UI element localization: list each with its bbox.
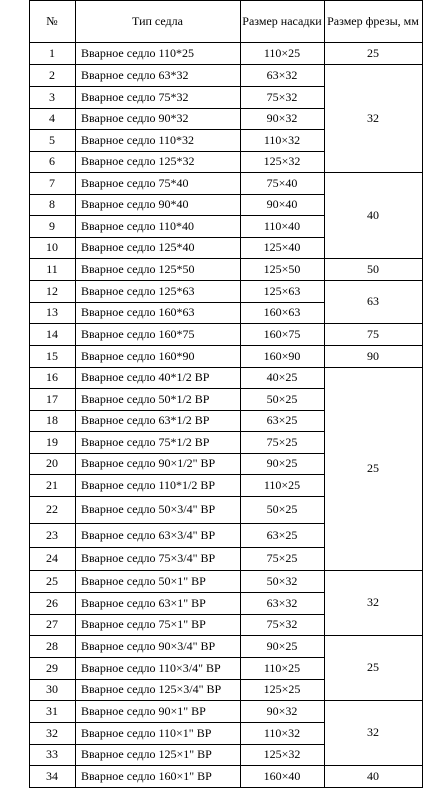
row-saddle-type: Вварное седло 125*63 — [81, 283, 195, 298]
row-divider — [29, 302, 324, 303]
row-nozzle-size: 110×40 — [263, 218, 301, 233]
row-divider — [29, 258, 324, 259]
row-nozzle-size: 110×25 — [263, 660, 301, 675]
row-number: 5 — [49, 132, 55, 147]
header-saddle-type: Тип седла — [132, 13, 183, 28]
row-saddle-type: Вварное седло 50×1" ВР — [81, 573, 206, 588]
row-number: 3 — [49, 89, 55, 104]
row-divider — [29, 700, 324, 701]
row-number: 34 — [46, 768, 58, 783]
cutter-size-group: 40 — [367, 768, 379, 783]
column-divider — [422, 0, 423, 788]
row-divider — [29, 129, 324, 130]
row-saddle-type: Вварное седло 90×1/2" ВР — [81, 456, 216, 470]
row-saddle-type: Вварное седло 125×3/4" ВР — [81, 682, 222, 696]
cutter-group-divider — [324, 345, 422, 346]
row-divider — [29, 42, 324, 43]
row-divider — [29, 215, 324, 216]
row-divider — [29, 64, 324, 65]
row-saddle-type: Вварное седло 90*32 — [81, 111, 189, 125]
column-divider — [29, 0, 30, 788]
cutter-group-divider — [324, 765, 422, 766]
row-number: 23 — [46, 527, 58, 542]
row-saddle-type: Вварное седло 160*75 — [81, 326, 195, 341]
row-number: 10 — [46, 240, 58, 254]
row-number: 7 — [49, 175, 55, 190]
row-divider — [29, 496, 324, 497]
row-divider — [29, 474, 324, 475]
cutter-group-divider — [324, 570, 422, 571]
row-divider — [29, 86, 324, 87]
table-bottom-border — [29, 787, 423, 788]
row-divider — [29, 388, 324, 389]
row-number: 25 — [46, 573, 58, 588]
row-number: 26 — [46, 595, 58, 610]
row-saddle-type: Вварное седло 40*1/2 ВР — [81, 370, 210, 384]
row-saddle-type: Вварное седло 110×3/4" ВР — [81, 660, 221, 675]
row-saddle-type: Вварное седло 50*1/2 ВР — [81, 391, 210, 406]
row-divider — [29, 635, 324, 636]
cutter-group-divider — [324, 700, 422, 701]
row-saddle-type: Вварное седло 90×1" ВР — [81, 703, 206, 718]
row-saddle-type: Вварное седло 50×3/4" ВР — [81, 502, 216, 516]
row-saddle-type: Вварное седло 75*40 — [81, 175, 189, 190]
cutter-group-divider — [324, 258, 422, 259]
row-divider — [29, 592, 324, 593]
cutter-size-group: 25 — [367, 461, 379, 475]
header-cutter-size: Размер фрезы, мм — [327, 13, 419, 28]
header-number: № — [46, 13, 58, 28]
cutter-size-group: 75 — [367, 326, 379, 341]
row-nozzle-size: 90×32 — [266, 703, 298, 718]
row-number: 18 — [46, 413, 58, 427]
row-divider — [29, 345, 324, 346]
row-saddle-type: Вварное седло 125*32 — [81, 154, 195, 168]
row-number: 19 — [46, 434, 58, 449]
row-saddle-type: Вварное седло 75×1" ВР — [81, 617, 206, 631]
row-nozzle-size: 63×32 — [266, 595, 298, 610]
row-saddle-type: Вварное седло 125*50 — [81, 261, 195, 276]
row-divider — [29, 679, 324, 680]
row-nozzle-size: 110×25 — [263, 45, 301, 60]
row-divider — [29, 744, 324, 745]
row-divider — [29, 614, 324, 615]
row-number: 14 — [46, 326, 58, 341]
row-number: 11 — [46, 261, 58, 276]
row-saddle-type: Вварное седло 63×3/4" ВР — [81, 527, 216, 542]
row-number: 15 — [46, 348, 58, 363]
row-number: 22 — [46, 502, 58, 516]
row-nozzle-size: 125×32 — [263, 154, 301, 168]
row-divider — [29, 280, 324, 281]
cutter-size-group: 90 — [367, 348, 379, 363]
row-divider — [29, 722, 324, 723]
row-nozzle-size: 125×32 — [263, 747, 301, 761]
row-number: 28 — [46, 638, 58, 653]
row-divider — [29, 547, 324, 548]
row-saddle-type: Вварное седло 110*32 — [81, 132, 195, 147]
row-saddle-type: Вварное седло 63×1" ВР — [81, 595, 206, 610]
cutter-size-group: 25 — [367, 45, 379, 60]
row-nozzle-size: 160×75 — [263, 326, 301, 341]
row-nozzle-size: 75×40 — [266, 175, 298, 190]
row-number: 29 — [46, 660, 58, 675]
row-nozzle-size: 63×32 — [266, 67, 298, 82]
row-nozzle-size: 90×25 — [266, 456, 298, 470]
row-saddle-type: Вварное седло 125*40 — [81, 240, 195, 254]
row-number: 27 — [46, 617, 58, 631]
column-divider — [75, 0, 76, 788]
cutter-group-divider — [324, 42, 422, 43]
row-nozzle-size: 63×25 — [266, 527, 298, 542]
row-divider — [29, 410, 324, 411]
row-number: 16 — [46, 370, 58, 384]
row-number: 6 — [49, 154, 55, 168]
row-nozzle-size: 75×25 — [266, 434, 298, 449]
cutter-size-group: 32 — [367, 110, 379, 125]
row-divider — [29, 367, 324, 368]
row-nozzle-size: 110×32 — [263, 132, 301, 147]
row-number: 8 — [49, 197, 55, 211]
row-saddle-type: Вварное седло 90×3/4" ВР — [81, 638, 216, 653]
row-number: 20 — [46, 456, 58, 470]
row-number: 32 — [46, 725, 58, 740]
cutter-size-group: 25 — [367, 660, 379, 674]
row-nozzle-size: 160×40 — [263, 768, 301, 783]
row-saddle-type: Вварное седло 160*90 — [81, 348, 195, 363]
header-nozzle-size: Размер насадки — [242, 13, 322, 28]
row-divider — [29, 151, 324, 152]
row-number: 30 — [46, 682, 58, 696]
row-saddle-type: Вварное седло 110*40 — [81, 218, 195, 233]
row-number: 21 — [46, 477, 58, 492]
row-saddle-type: Вварное седло 75*32 — [81, 89, 189, 104]
row-nozzle-size: 50×25 — [266, 502, 298, 516]
row-number: 4 — [49, 111, 55, 125]
row-divider — [29, 570, 324, 571]
row-nozzle-size: 63×25 — [266, 413, 298, 427]
row-saddle-type: Вварное седло 110*25 — [81, 45, 195, 60]
row-number: 24 — [46, 551, 58, 565]
row-divider — [29, 194, 324, 195]
row-divider — [29, 765, 324, 766]
row-nozzle-size: 40×25 — [266, 370, 298, 384]
cutter-group-divider — [324, 280, 422, 281]
row-nozzle-size: 75×32 — [266, 89, 298, 104]
row-nozzle-size: 125×50 — [263, 261, 301, 276]
row-nozzle-size: 110×32 — [263, 725, 301, 740]
row-nozzle-size: 110×25 — [263, 477, 301, 492]
cutter-group-divider — [324, 172, 422, 173]
row-divider — [29, 657, 324, 658]
table-top-border — [29, 0, 423, 1]
row-saddle-type: Вварное седло 75*1/2 ВР — [81, 434, 210, 449]
row-saddle-type: Вварное седло 90*40 — [81, 197, 189, 211]
cutter-size-group: 50 — [367, 261, 379, 276]
row-number: 33 — [46, 747, 58, 761]
row-divider — [29, 108, 324, 109]
cutter-size-group: 32 — [367, 595, 379, 609]
row-divider — [29, 523, 324, 524]
cutter-size-group: 63 — [367, 294, 379, 308]
cutter-size-group: 32 — [367, 725, 379, 739]
row-divider — [29, 172, 324, 173]
row-number: 17 — [46, 391, 58, 406]
row-nozzle-size: 125×63 — [263, 283, 301, 298]
row-nozzle-size: 90×25 — [266, 638, 298, 653]
cutter-group-divider — [324, 64, 422, 65]
row-divider — [29, 237, 324, 238]
row-divider — [29, 323, 324, 324]
row-number: 13 — [46, 305, 58, 319]
row-saddle-type: Вварное седло 63*1/2 ВР — [81, 413, 210, 427]
row-divider — [29, 431, 324, 432]
cutter-group-divider — [324, 367, 422, 368]
row-nozzle-size: 90×40 — [266, 197, 298, 211]
row-saddle-type: Вварное седло 110*1/2 ВР — [81, 477, 216, 492]
row-nozzle-size: 125×25 — [263, 682, 301, 696]
row-saddle-type: Вварное седло 75×3/4" ВР — [81, 551, 216, 565]
row-saddle-type: Вварное седло 125×1" ВР — [81, 747, 212, 761]
row-number: 1 — [49, 45, 55, 60]
row-nozzle-size: 160×63 — [263, 305, 301, 319]
row-saddle-type: Вварное седло 63*32 — [81, 67, 189, 82]
column-divider — [324, 0, 325, 788]
row-saddle-type: Вварное седло 110×1" ВР — [81, 725, 212, 740]
row-nozzle-size: 75×32 — [266, 617, 298, 631]
row-saddle-type: Вварное седло 160×1" ВР — [81, 768, 212, 783]
row-nozzle-size: 50×32 — [266, 573, 298, 588]
row-nozzle-size: 160×90 — [263, 348, 301, 363]
row-nozzle-size: 90×32 — [266, 111, 298, 125]
cutter-size-group: 40 — [367, 207, 379, 222]
row-saddle-type: Вварное седло 160*63 — [81, 305, 195, 319]
cutter-group-divider — [324, 323, 422, 324]
row-number: 12 — [46, 283, 58, 298]
cutter-group-divider — [324, 635, 422, 636]
row-number: 31 — [46, 703, 58, 718]
column-divider — [240, 0, 241, 788]
row-nozzle-size: 50×25 — [266, 391, 298, 406]
row-nozzle-size: 125×40 — [263, 240, 301, 254]
row-number: 2 — [49, 67, 55, 82]
row-nozzle-size: 75×25 — [266, 551, 298, 565]
row-divider — [29, 453, 324, 454]
row-number: 9 — [49, 218, 55, 233]
